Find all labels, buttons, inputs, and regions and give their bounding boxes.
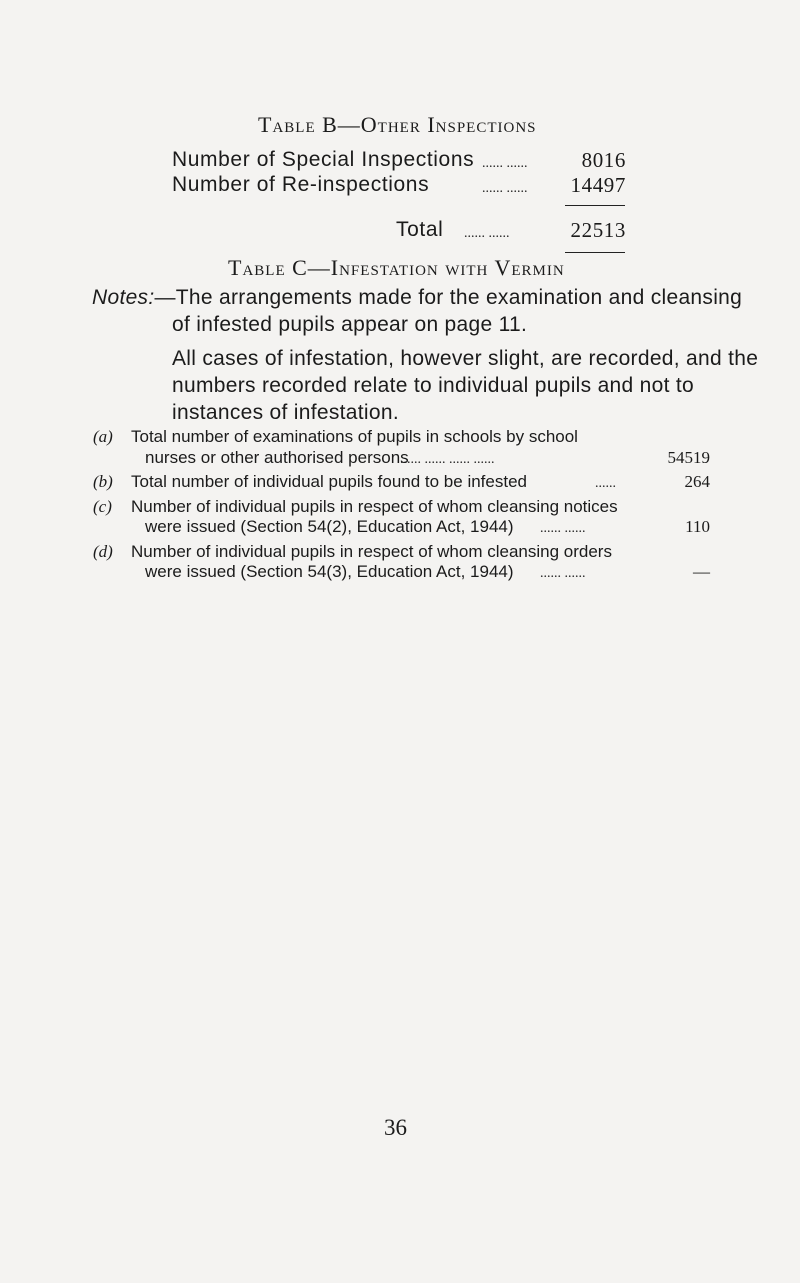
total-leader: ...... ...... [464,226,510,241]
item-a-label: (a) [93,427,113,446]
item-c-line-2: were issued (Section 54(2), Education Act, 1944) [145,517,514,536]
table-c-title: Table C—Infestation with Vermin [228,255,565,280]
total-rule-bottom [565,252,625,253]
paragraph-line-1: All cases of infestation, however slight, are recorded, and the [172,347,759,370]
total-value: 22513 [570,218,626,242]
item-d-line-2: were issued (Section 54(3), Education Act, 1944) [145,562,514,581]
table-b-title: Table B—Other Inspections [258,112,537,137]
special-inspections-leader: ...... ...... [482,156,528,171]
notes-text-1: —The arrangements made for the examination and cleansing [154,286,743,309]
paragraph-line-3: instances of infestation. [172,401,399,424]
item-a-leader: ...... ...... ...... ...... [400,452,495,467]
paragraph-line-2: numbers recorded relate to individual pupils and not to [172,374,694,397]
notes-line-1 [92,284,742,311]
notes-line-2: of infested pupils appear on page 11. [172,313,528,336]
item-a-value: 54519 [667,448,710,467]
item-b-leader: ...... [595,476,616,491]
item-d-leader: ...... ...... [540,566,586,581]
re-inspections-label: Number of Re-inspections [172,173,430,196]
item-c-label: (c) [93,497,112,516]
special-inspections-label: Number of Special Inspections [172,148,475,171]
re-inspections-value: 14497 [570,173,626,197]
item-d-line-1: Number of individual pupils in respect of whom cleansing orders [131,542,612,561]
total-label: Total [396,218,444,241]
item-c-value: 110 [685,517,710,536]
item-d-label: (d) [93,542,113,561]
item-b-line-1: Total number of individual pupils found to be infested [131,472,527,491]
notes-label: Notes: [92,286,155,309]
item-c-line-1: Number of individual pupils in respect of whom cleansing notices [131,497,618,516]
item-a-line-1: Total number of examinations of pupils in schools by school [131,427,578,446]
item-c-leader: ...... ...... [540,521,586,536]
total-rule-top [565,205,625,206]
special-inspections-value: 8016 [581,148,626,172]
page-number: 36 [384,1115,407,1140]
re-inspections-leader: ...... ...... [482,181,528,196]
item-b-value: 264 [684,472,710,491]
item-d-value: — [693,562,710,581]
item-b-label: (b) [93,472,113,491]
item-a-line-2: nurses or other authorised persons [145,448,409,467]
